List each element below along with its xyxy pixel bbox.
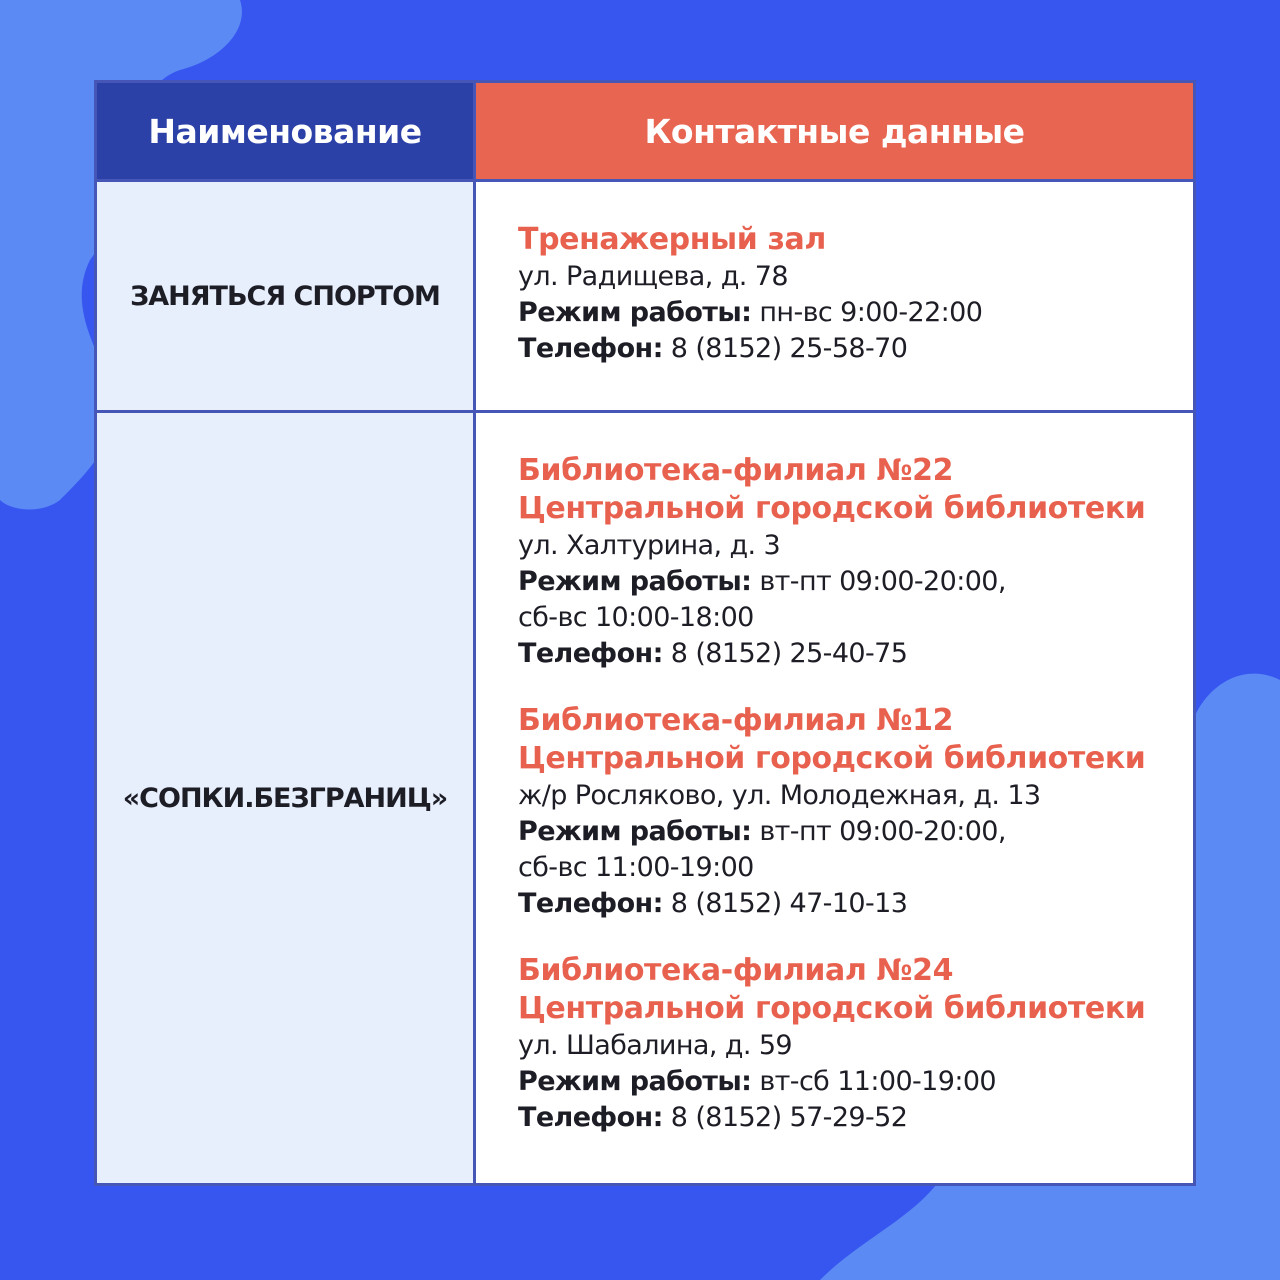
- row-contacts-sopki: [476, 413, 1193, 1183]
- header-name: Наименование: [97, 83, 473, 179]
- row-name-sport: ЗАНЯТЬСЯ СПОРТОМ: [97, 182, 473, 410]
- entry-address: ул. Шабалина, д. 59: [518, 1030, 792, 1061]
- contact-entry: [518, 221, 1193, 367]
- entry-address: ж/р Росляково, ул. Молодежная, д. 13: [518, 780, 1041, 811]
- entry-hours-cont: сб-вс 10:00-18:00: [518, 602, 754, 633]
- entry-hours: Режим работы: пн-вс 9:00-22:00: [518, 297, 983, 328]
- entry-address: ул. Радищева, д. 78: [518, 261, 788, 292]
- contact-entry: [518, 702, 1193, 922]
- row-contacts-sport: [476, 182, 1193, 410]
- entry-title: Библиотека-филиал №24 Центральной городской библиотеки: [518, 953, 1146, 1026]
- entry-phone: Телефон: 8 (8152) 25-40-75: [518, 638, 908, 669]
- entry-title: Библиотека-филиал №22 Центральной городской библиотеки: [518, 453, 1146, 526]
- entry-hours: Режим работы: вт-пт 09:00-20:00,: [518, 816, 1006, 847]
- entry-hours-cont: сб-вс 11:00-19:00: [518, 852, 754, 883]
- entry-title: Библиотека-филиал №12 Центральной городской библиотеки: [518, 703, 1146, 776]
- contact-entry: [518, 452, 1193, 672]
- entry-hours: Режим работы: вт-сб 11:00-19:00: [518, 1066, 996, 1097]
- entry-phone: Телефон: 8 (8152) 25-58-70: [518, 333, 908, 364]
- contacts-table: [94, 80, 1196, 1186]
- entry-phone: Телефон: 8 (8152) 57-29-52: [518, 1102, 908, 1133]
- entry-hours: Режим работы: вт-пт 09:00-20:00,: [518, 566, 1006, 597]
- contact-entry: [518, 952, 1193, 1136]
- header-contacts: Контактные данные: [476, 83, 1193, 179]
- row-name-sopki: «СОПКИ.БЕЗГРАНИЦ»: [97, 413, 473, 1183]
- entry-title: Тренажерный зал: [518, 222, 826, 257]
- entry-phone: Телефон: 8 (8152) 47-10-13: [518, 888, 908, 919]
- entry-address: ул. Халтурина, д. 3: [518, 530, 781, 561]
